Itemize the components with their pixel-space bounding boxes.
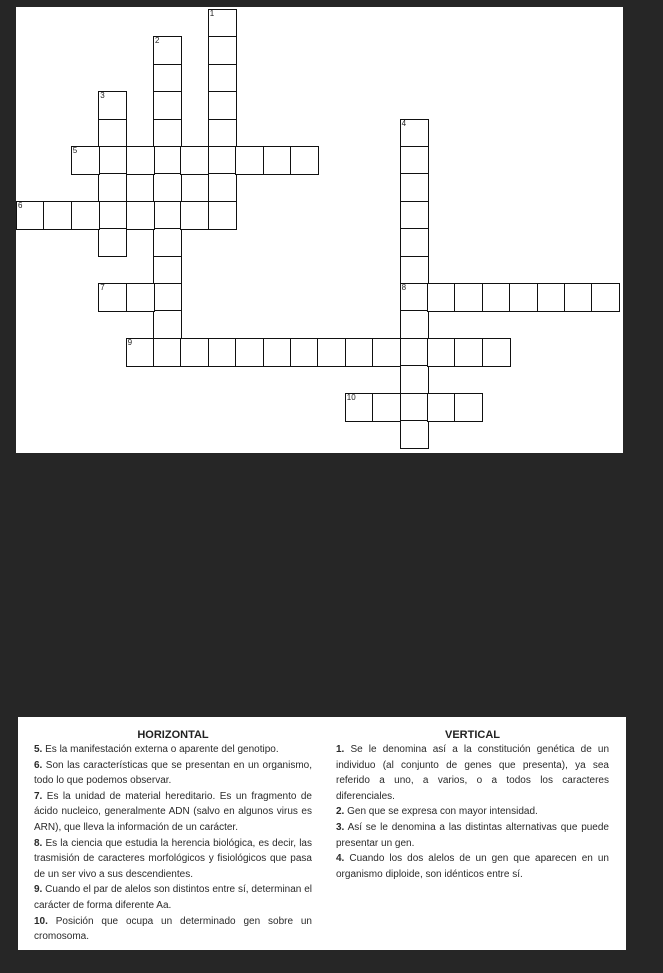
crossword-cell[interactable] [482, 283, 511, 312]
crossword-cell[interactable] [208, 146, 237, 175]
crossword-cell[interactable] [153, 36, 182, 65]
clue-item-number: 6. [34, 759, 43, 771]
crossword-cell[interactable] [400, 173, 429, 202]
crossword-cell[interactable] [290, 146, 319, 175]
clue-item-text: Cuando el par de alelos son distintos entre sí, determinan el carácter de forma diferente Aa. [34, 884, 312, 911]
crossword-cell[interactable] [208, 9, 237, 38]
crossword-cell[interactable] [400, 420, 429, 449]
clue-number: 1 [209, 9, 215, 18]
clue-item-number: 2. [336, 806, 345, 818]
crossword-cell[interactable] [126, 201, 155, 230]
clue-item-number: 1. [336, 744, 345, 755]
crossword-cell[interactable] [153, 283, 182, 312]
crossword-cell[interactable] [98, 228, 127, 257]
crossword-cell[interactable] [208, 64, 237, 93]
crossword-cell[interactable] [153, 119, 182, 148]
clue-item [34, 742, 312, 758]
crossword-cell[interactable] [400, 338, 429, 367]
crossword-cell[interactable] [126, 146, 155, 175]
crossword-cell[interactable] [345, 393, 374, 422]
clue-number: 4 [401, 118, 407, 128]
crossword-cell[interactable] [153, 228, 182, 257]
clue-item [336, 742, 609, 804]
crossword-cell[interactable] [98, 146, 127, 175]
crossword-cell[interactable] [208, 91, 237, 120]
crossword-cell[interactable] [71, 146, 100, 175]
crossword-cell[interactable] [153, 173, 182, 202]
clue-item [336, 851, 609, 882]
crossword-cell[interactable] [454, 283, 483, 312]
crossword-cell[interactable] [400, 228, 429, 257]
crossword-cell[interactable] [263, 338, 292, 367]
crossword-cell[interactable] [98, 283, 127, 312]
clue-item [34, 914, 312, 945]
clue-number: 3 [100, 91, 105, 101]
crossword-cell[interactable] [71, 201, 100, 230]
crossword-cell[interactable] [345, 338, 374, 367]
clue-number: 10 [346, 392, 356, 402]
clue-item-text: Gen que se expresa con mayor intensidad. [344, 806, 538, 818]
clue-number: 8 [401, 283, 407, 292]
clue-item [336, 804, 609, 820]
crossword-cell[interactable] [180, 338, 209, 367]
crossword-cell[interactable] [400, 283, 429, 312]
crossword-cell[interactable] [208, 36, 237, 65]
crossword-cell[interactable] [153, 91, 182, 120]
horizontal-clues [34, 728, 312, 945]
crossword-cell[interactable] [317, 338, 346, 367]
crossword-cell[interactable] [153, 256, 182, 285]
crossword-cell[interactable] [454, 393, 483, 422]
clue-item-number: 8. [34, 837, 43, 849]
clue-item-text: Posición que ocupa un determinado gen sobre un cromosoma. [34, 915, 312, 943]
clue-item-number: 5. [34, 744, 43, 755]
crossword-cell[interactable] [400, 310, 429, 339]
crossword-cell[interactable] [180, 146, 209, 175]
crossword-cell[interactable] [509, 283, 538, 312]
vertical-clue-list [336, 742, 609, 882]
clues-panel [18, 717, 626, 950]
crossword-cell[interactable] [263, 146, 292, 175]
clue-item [34, 882, 312, 913]
crossword-cell[interactable] [290, 338, 319, 367]
crossword-cell[interactable] [400, 201, 429, 230]
crossword-cell[interactable] [43, 201, 72, 230]
crossword-cell[interactable] [98, 119, 127, 148]
clue-item-number: 10. [34, 915, 48, 927]
clue-item-number: 7. [34, 790, 43, 802]
crossword-cell[interactable] [482, 338, 511, 367]
crossword-cell[interactable] [454, 338, 483, 367]
crossword-panel [16, 7, 623, 453]
vertical-clues [336, 728, 609, 882]
crossword-cell[interactable] [235, 338, 264, 367]
crossword-cell[interactable] [400, 146, 429, 175]
clue-item-text: Es la manifestación externa o aparente del genotipo. [42, 744, 279, 755]
clue-item-text: Son las características que se presentan en un organismo, todo lo que podemos observar. [34, 759, 312, 787]
crossword-cell[interactable] [98, 201, 127, 230]
crossword-cell[interactable] [235, 146, 264, 175]
crossword-cell[interactable] [537, 283, 566, 312]
crossword-cell[interactable] [400, 119, 429, 148]
crossword-cell[interactable] [591, 283, 620, 312]
horizontal-title: HORIZONTAL [137, 729, 209, 741]
clue-item-text: Es la ciencia que estudia la herencia biológica, es decir, las trasmisión de caracteres morfológicos y fisiológicos que pasa de un ser vivo a sus descendientes. [34, 837, 312, 880]
crossword-cell[interactable] [208, 173, 237, 202]
crossword-cell[interactable] [98, 173, 127, 202]
crossword-cell[interactable] [400, 393, 429, 422]
clue-number: 9 [127, 337, 133, 347]
horizontal-clue-list [34, 742, 312, 945]
crossword-cell[interactable] [427, 283, 456, 312]
clue-item [34, 789, 312, 836]
clue-item-text: Se le denomina así a la constitución genética de un individuo (al conjunto de genes que presenta), ya sea referido a uno, a varios, o a todos los caracteres diferenciales. [336, 744, 609, 802]
crossword-cell[interactable] [208, 338, 237, 367]
crossword-cell[interactable] [16, 201, 45, 230]
crossword-cell[interactable] [372, 393, 401, 422]
crossword-cell[interactable] [126, 338, 155, 367]
crossword-cell[interactable] [208, 201, 237, 230]
vertical-title: VERTICAL [445, 729, 500, 741]
clue-number: 6 [18, 200, 23, 210]
crossword-cell[interactable] [400, 365, 429, 394]
clue-item-number: 4. [336, 853, 345, 865]
clue-item-number: 9. [34, 884, 43, 896]
clue-item [34, 758, 312, 789]
crossword-cell[interactable] [126, 283, 155, 312]
clue-item-text: Cuando los dos alelos de un gen que aparecen en un organismo diploide, son idénticos entre sí. [336, 853, 609, 880]
clue-item-text: Es la unidad de material hereditario. Es un fragmento de ácido nucleico, generalmente ADN (salvo en algunos virus es ARN), que lleva la información de un carácter. [34, 790, 312, 833]
crossword-cell[interactable] [153, 310, 182, 339]
clue-item-number: 3. [336, 821, 345, 833]
crossword-cell[interactable] [208, 119, 237, 148]
crossword-cell[interactable] [427, 393, 456, 422]
clue-number: 2 [155, 36, 160, 46]
clue-number: 5 [72, 146, 78, 155]
crossword-cell[interactable] [400, 256, 429, 285]
crossword-cell[interactable] [180, 201, 209, 230]
clue-item [34, 836, 312, 883]
crossword-cell[interactable] [153, 146, 182, 175]
crossword-cell[interactable] [372, 338, 401, 367]
crossword-cell[interactable] [98, 91, 127, 120]
crossword-cell[interactable] [427, 338, 456, 367]
clue-number: 7 [100, 283, 105, 292]
crossword-cell[interactable] [153, 201, 182, 230]
clue-item [336, 820, 609, 851]
clue-item-text: Así se le denomina a las distintas alternativas que puede presentar un gen. [336, 821, 609, 849]
crossword-cell[interactable] [153, 64, 182, 93]
crossword-cell[interactable] [153, 338, 182, 367]
crossword-cell[interactable] [564, 283, 593, 312]
